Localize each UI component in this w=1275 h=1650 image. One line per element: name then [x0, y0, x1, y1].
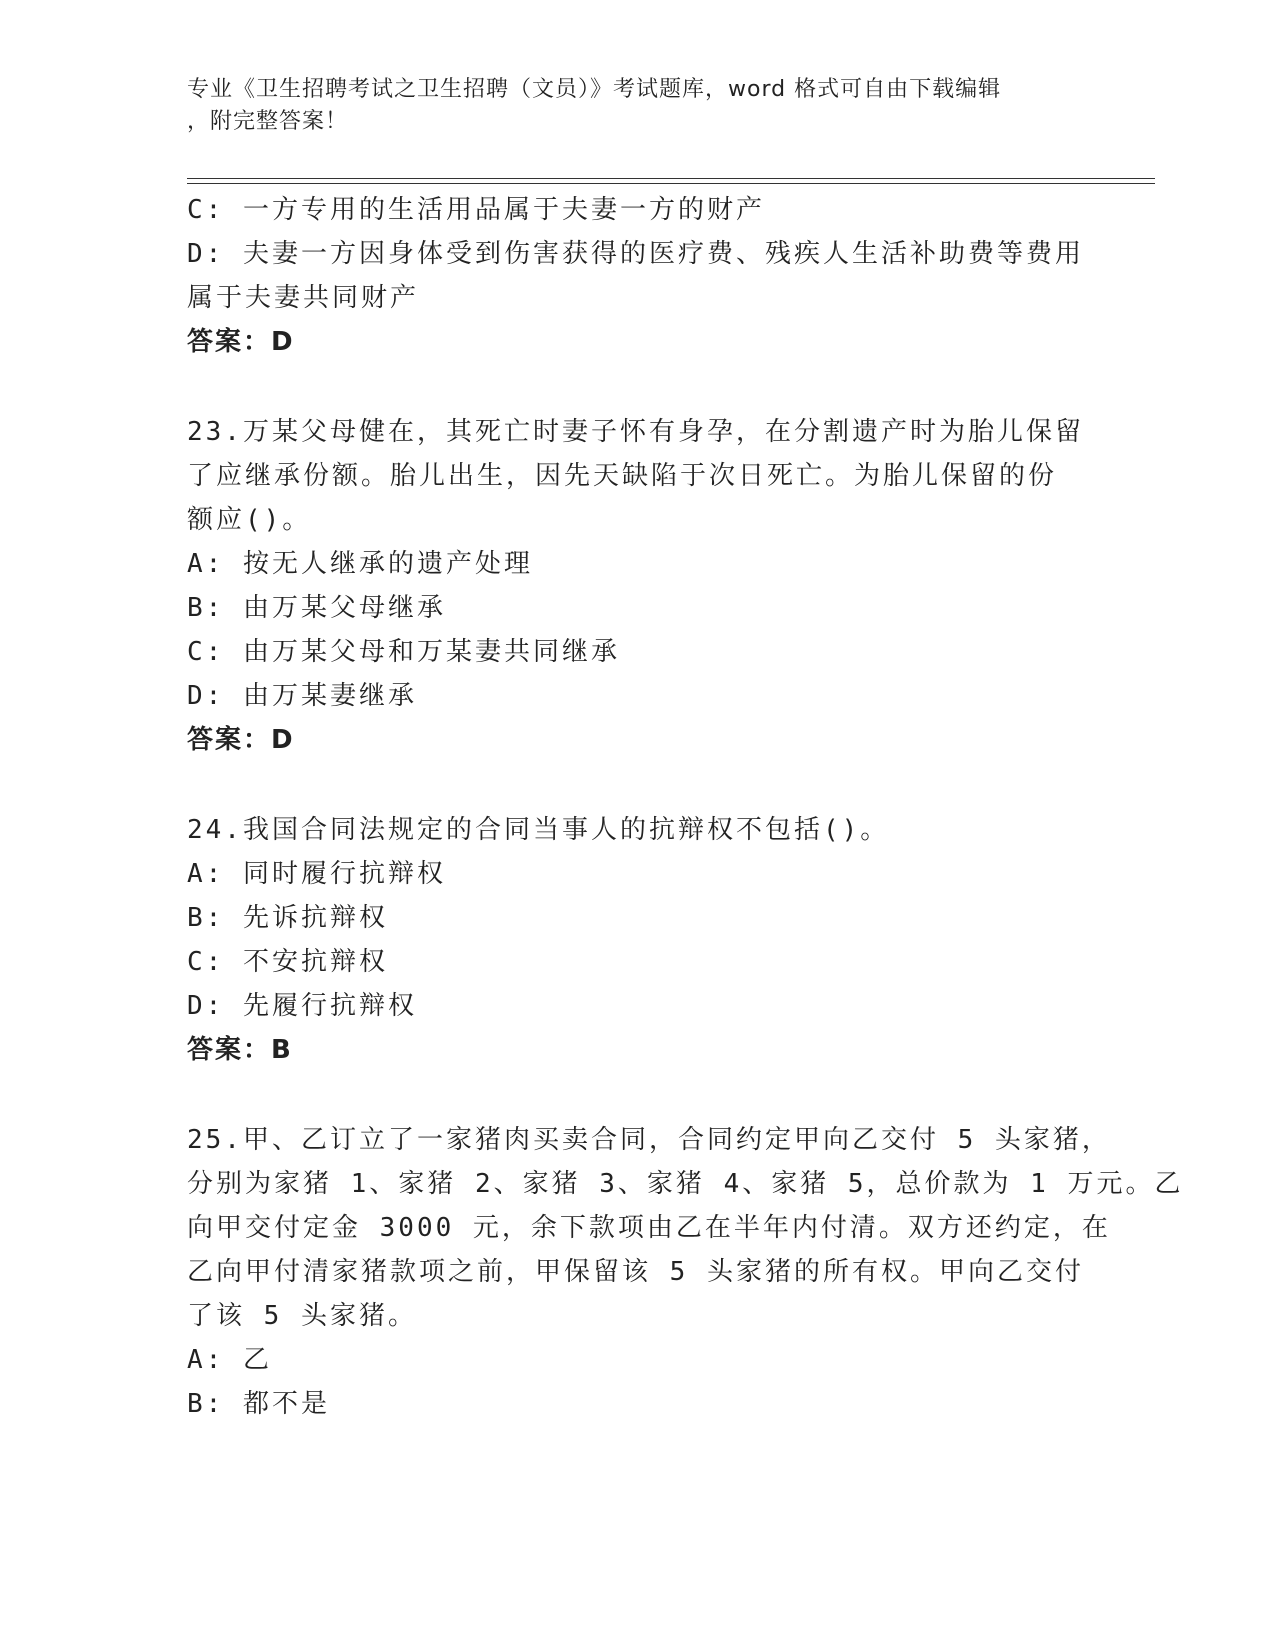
document-header: [187, 74, 1087, 138]
q23-answer: 答案：D: [187, 725, 295, 755]
q25-option-b: B: 都不是: [187, 1389, 330, 1419]
q25-stem-line-5: 了该 5 头家猪。: [187, 1301, 417, 1331]
q23-option-d: D: 由万某妻继承: [187, 681, 417, 711]
header-divider-bottom: [187, 183, 1155, 184]
q25-stem-line-4: 乙向甲付清家猪款项之前，甲保留该 5 头家猪的所有权。甲向乙交付: [187, 1257, 1084, 1287]
q24-answer: 答案：B: [187, 1035, 293, 1065]
q24-stem: 24.我国合同法规定的合同当事人的抗辩权不包括()。: [187, 815, 890, 845]
q23-option-b: B: 由万某父母继承: [187, 593, 446, 623]
q24-option-d: D: 先履行抗辩权: [187, 991, 417, 1021]
q23-stem-line-1: 23.万某父母健在，其死亡时妻子怀有身孕，在分割遗产时为胎儿保留: [187, 417, 1084, 447]
q22-option-d-line-1: D: 夫妻一方因身体受到伤害获得的医疗费、残疾人生活补助费等费用: [187, 239, 1084, 269]
q24-option-b: B: 先诉抗辩权: [187, 903, 388, 933]
q25-stem-line-2: 分别为家猪 1、家猪 2、家猪 3、家猪 4、家猪 5，总价款为 1 万元。乙: [187, 1169, 1184, 1199]
header-line-1: 专业《卫生招聘考试之卫生招聘（文员）》考试题库，word 格式可自由下载编辑: [187, 77, 1002, 102]
q23-stem-line-2: 了应继承份额。胎儿出生，因先天缺陷于次日死亡。为胎儿保留的份: [187, 461, 1058, 491]
q23-option-a: A: 按无人继承的遗产处理: [187, 549, 533, 579]
q25-stem-line-1: 25.甲、乙订立了一家猪肉买卖合同，合同约定甲向乙交付 5 头家猪，: [187, 1125, 1111, 1155]
q22-answer: 答案：D: [187, 327, 295, 357]
q24-option-c: C: 不安抗辩权: [187, 947, 388, 977]
q22-option-c: C: 一方专用的生活用品属于夫妻一方的财产: [187, 195, 765, 225]
q22-option-d-line-2: 属于夫妻共同财产: [187, 283, 420, 313]
q24-option-a: A: 同时履行抗辩权: [187, 859, 446, 889]
header-divider-top: [187, 178, 1155, 179]
q23-stem-line-3: 额应()。: [187, 505, 312, 535]
header-line-2: ，附完整答案！: [187, 109, 349, 134]
q25-option-a: A: 乙: [187, 1345, 272, 1375]
q23-option-c: C: 由万某父母和万某妻共同继承: [187, 637, 620, 667]
q25-stem-line-3: 向甲交付定金 3000 元，余下款项由乙在半年内付清。双方还约定，在: [187, 1213, 1111, 1243]
